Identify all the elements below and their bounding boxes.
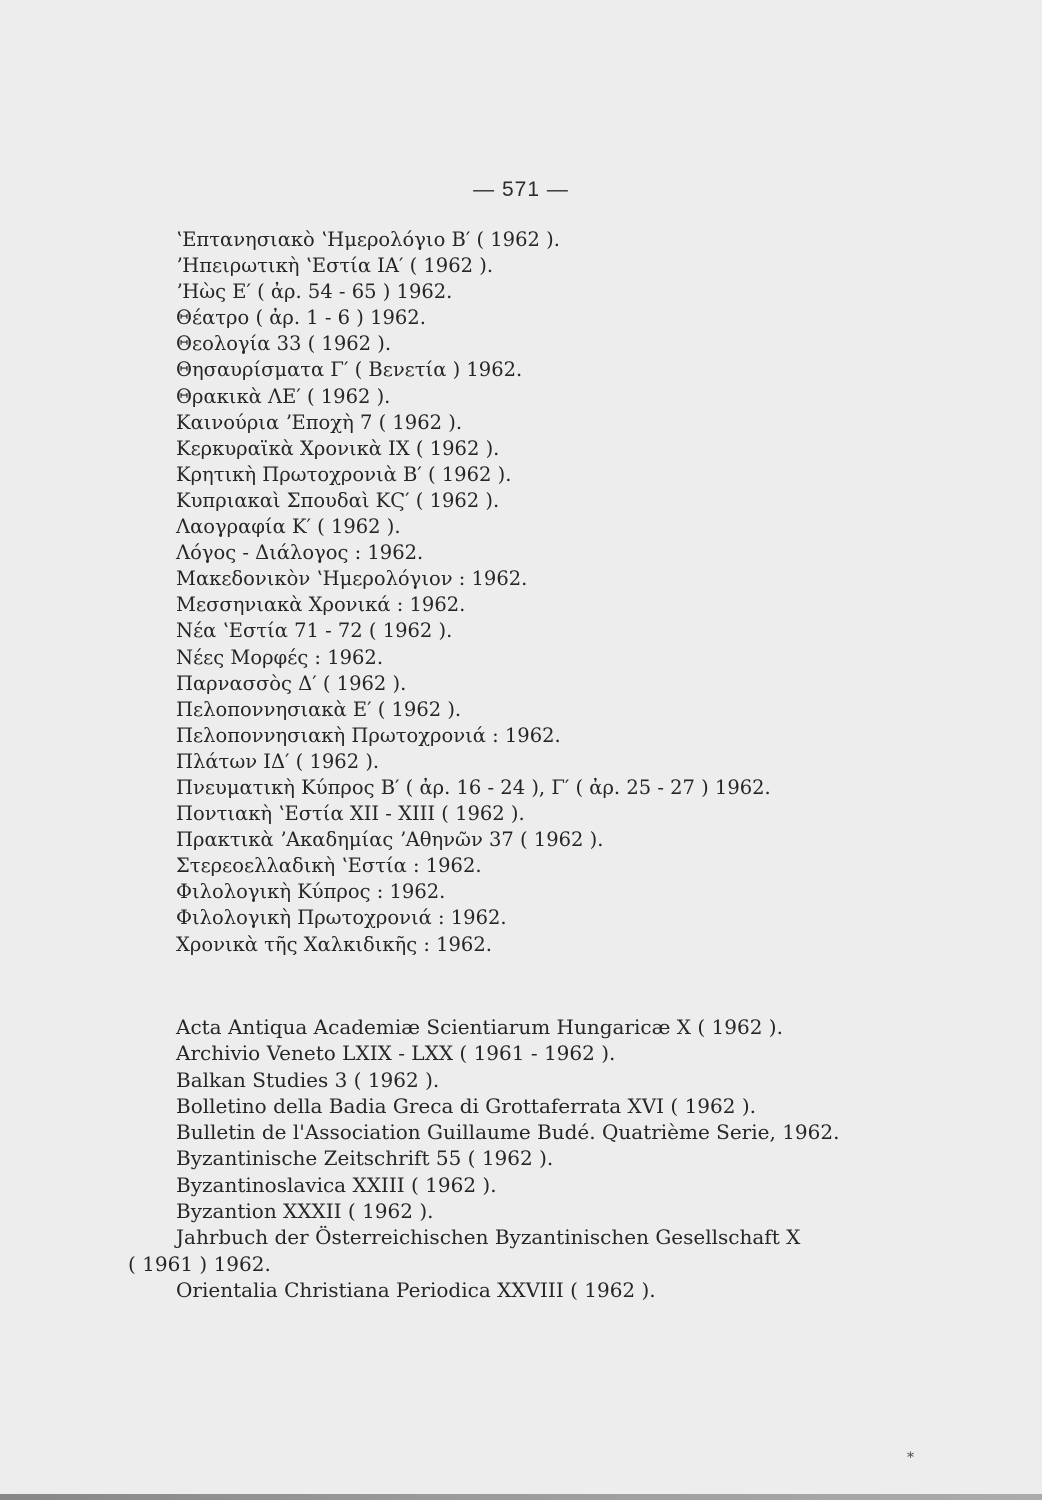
list-item: Πελοποννησιακὴ Πρωτοχρονιά : 1962. bbox=[176, 723, 561, 747]
list-item: Κυπριακαὶ Σπουδαὶ ΚϚ′ ( 1962 ). bbox=[176, 488, 500, 512]
list-item: Θησαυρίσματα Γ′ ( Βενετία ) 1962. bbox=[176, 358, 523, 382]
list-item: Κρητικὴ Πρωτοχρονιὰ Β′ ( 1962 ). bbox=[176, 462, 512, 486]
list-item: ʽΕπτανησιακὸ ʽΗμερολόγιο Β′ ( 1962 ). bbox=[176, 228, 560, 251]
list-item: Orientalia Christiana Periodica XXVIII ( 1962 ). bbox=[176, 1277, 656, 1302]
list-item: Παρνασσὸς Δ′ ( 1962 ). bbox=[176, 671, 407, 695]
list-item: Πνευματικὴ Κύπρος Β′ ( ἀρ. 16 - 24 ), Γ′ ( ἀρ. 25 - 27 ) 1962. bbox=[176, 775, 771, 799]
list-item: Νέα ʽΕστία 71 - 72 ( 1962 ). bbox=[176, 619, 453, 643]
list-item: Byzantion XXXII ( 1962 ). bbox=[176, 1199, 434, 1224]
list-item: Byzantinoslavica XXIII ( 1962 ). bbox=[176, 1172, 497, 1197]
page-number: — 571 — bbox=[473, 178, 569, 201]
list-item: Acta Antiqua Academiæ Scientiarum Hungaricæ X ( 1962 ). bbox=[176, 1015, 783, 1039]
list-item-continuation: ( 1961 ) 1962. bbox=[128, 1251, 271, 1276]
list-item: ʼΗπειρωτικὴ ʽΕστία ΙΑ′ ( 1962 ). bbox=[176, 254, 494, 278]
list-item: Πλάτων ΙΔ′ ( 1962 ). bbox=[176, 749, 380, 773]
list-item: ʼΗὼς Ε′ ( ἀρ. 54 - 65 ) 1962. bbox=[176, 280, 453, 304]
list-item: Λόγος - Διάλογος : 1962. bbox=[176, 541, 424, 565]
scan-edge bbox=[0, 1494, 1042, 1500]
list-item: Πρακτικὰ ʼΑκαδημίας ʼΑθηνῶν 37 ( 1962 ). bbox=[176, 828, 604, 852]
list-item: Jahrbuch der Österreichischen Byzantinischen Gesellschaft X bbox=[176, 1225, 801, 1250]
list-item: Μεσσηνιακὰ Χρονικά : 1962. bbox=[176, 593, 466, 617]
list-item: Φιλολογικὴ Πρωτοχρονιά : 1962. bbox=[176, 906, 507, 930]
list-item: Πελοποννησιακὰ Ε′ ( 1962 ). bbox=[176, 697, 462, 721]
list-item: Φιλολογικὴ Κύπρος : 1962. bbox=[176, 880, 446, 904]
footer-mark: * bbox=[907, 1450, 914, 1466]
list-item: Byzantinische Zeitschrift 55 ( 1962 ). bbox=[176, 1146, 554, 1171]
list-item: Θεολογία 33 ( 1962 ). bbox=[176, 332, 392, 356]
list-item: Λαογραφία Κ′ ( 1962 ). bbox=[176, 515, 401, 539]
list-item: Χρονικὰ τῆς Χαλκιδικῆς : 1962. bbox=[176, 932, 492, 956]
latin-periodicals-list bbox=[128, 1014, 840, 1303]
greek-periodicals-list bbox=[176, 227, 771, 958]
list-item: Κερκυραϊκὰ Χρονικὰ ΙΧ ( 1962 ). bbox=[176, 436, 500, 460]
list-item: Μακεδονικὸν ʽΗμερολόγιον : 1962. bbox=[176, 567, 528, 591]
list-item: Bolletino della Badia Greca di Grottaferrata XVI ( 1962 ). bbox=[176, 1093, 756, 1118]
list-item: Bulletin de l'Association Guillaume Budé. Quatrième Serie, 1962. bbox=[176, 1120, 840, 1145]
list-item: Archivio Veneto LXIX - LXX ( 1961 - 1962 ). bbox=[176, 1041, 616, 1066]
list-item: Balkan Studies 3 ( 1962 ). bbox=[176, 1067, 440, 1092]
list-item: Θέατρο ( ἀρ. 1 - 6 ) 1962. bbox=[176, 306, 426, 330]
list-item: Καινούρια ʼΕποχὴ 7 ( 1962 ). bbox=[176, 410, 463, 434]
list-item: Στερεοελλαδικὴ ʽΕστία : 1962. bbox=[176, 854, 482, 878]
list-item: Ποντιακὴ ʽΕστία ΧΙΙ - ΧΙΙΙ ( 1962 ). bbox=[176, 802, 525, 826]
list-item: Θρακικὰ ΛΕ′ ( 1962 ). bbox=[176, 384, 391, 408]
list-item: Νέες Μορφές : 1962. bbox=[176, 645, 384, 669]
